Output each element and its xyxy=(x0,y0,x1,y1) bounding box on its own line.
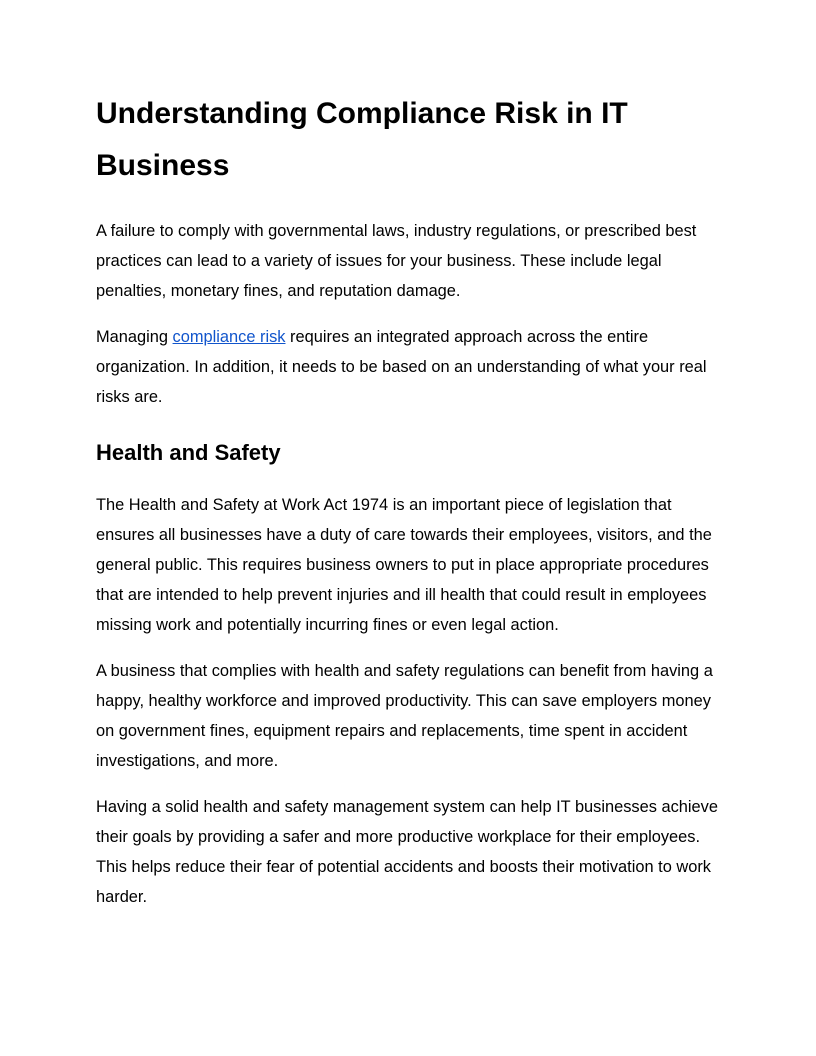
managing-paragraph xyxy=(96,322,722,412)
compliance-risk-link[interactable]: compliance risk xyxy=(172,328,286,346)
section-heading: Health and Safety xyxy=(96,440,281,465)
document-page xyxy=(96,88,722,912)
intro-paragraph: A failure to comply with governmental laws, industry regulations, or prescribed best practices can lead to a variety of issues for your business. These include legal penalties, monetary fines, and reputation damage. xyxy=(96,222,697,300)
health-safety-paragraph-2: A business that complies with health and safety regulations can benefit from having a happy, healthy workforce and improved productivity. This can save employers money on government fines, equipment repairs and replacements, time spent in accident investigations, and more. xyxy=(96,662,713,770)
page-title: Understanding Compliance Risk in IT Business xyxy=(96,97,628,182)
managing-text-after: requires an integrated approach across the entire organization. In addition, it needs to be based on an understanding of what your real risks are. xyxy=(96,328,707,406)
health-safety-paragraph-3: Having a solid health and safety management system can help IT businesses achieve their goals by providing a safer and more productive workplace for their employees. This helps reduce their fear of potential accidents and boosts their motivation to work harder. xyxy=(96,798,718,906)
health-safety-paragraph-1: The Health and Safety at Work Act 1974 is an important piece of legislation that ensures all businesses have a duty of care towards their employees, visitors, and the general public. This requires business owners to put in place appropriate procedures that are intended to help prevent injuries and ill health that could result in employees missing work and potentially incurring fines or even legal action. xyxy=(96,496,712,634)
managing-text-before: Managing xyxy=(96,328,173,346)
